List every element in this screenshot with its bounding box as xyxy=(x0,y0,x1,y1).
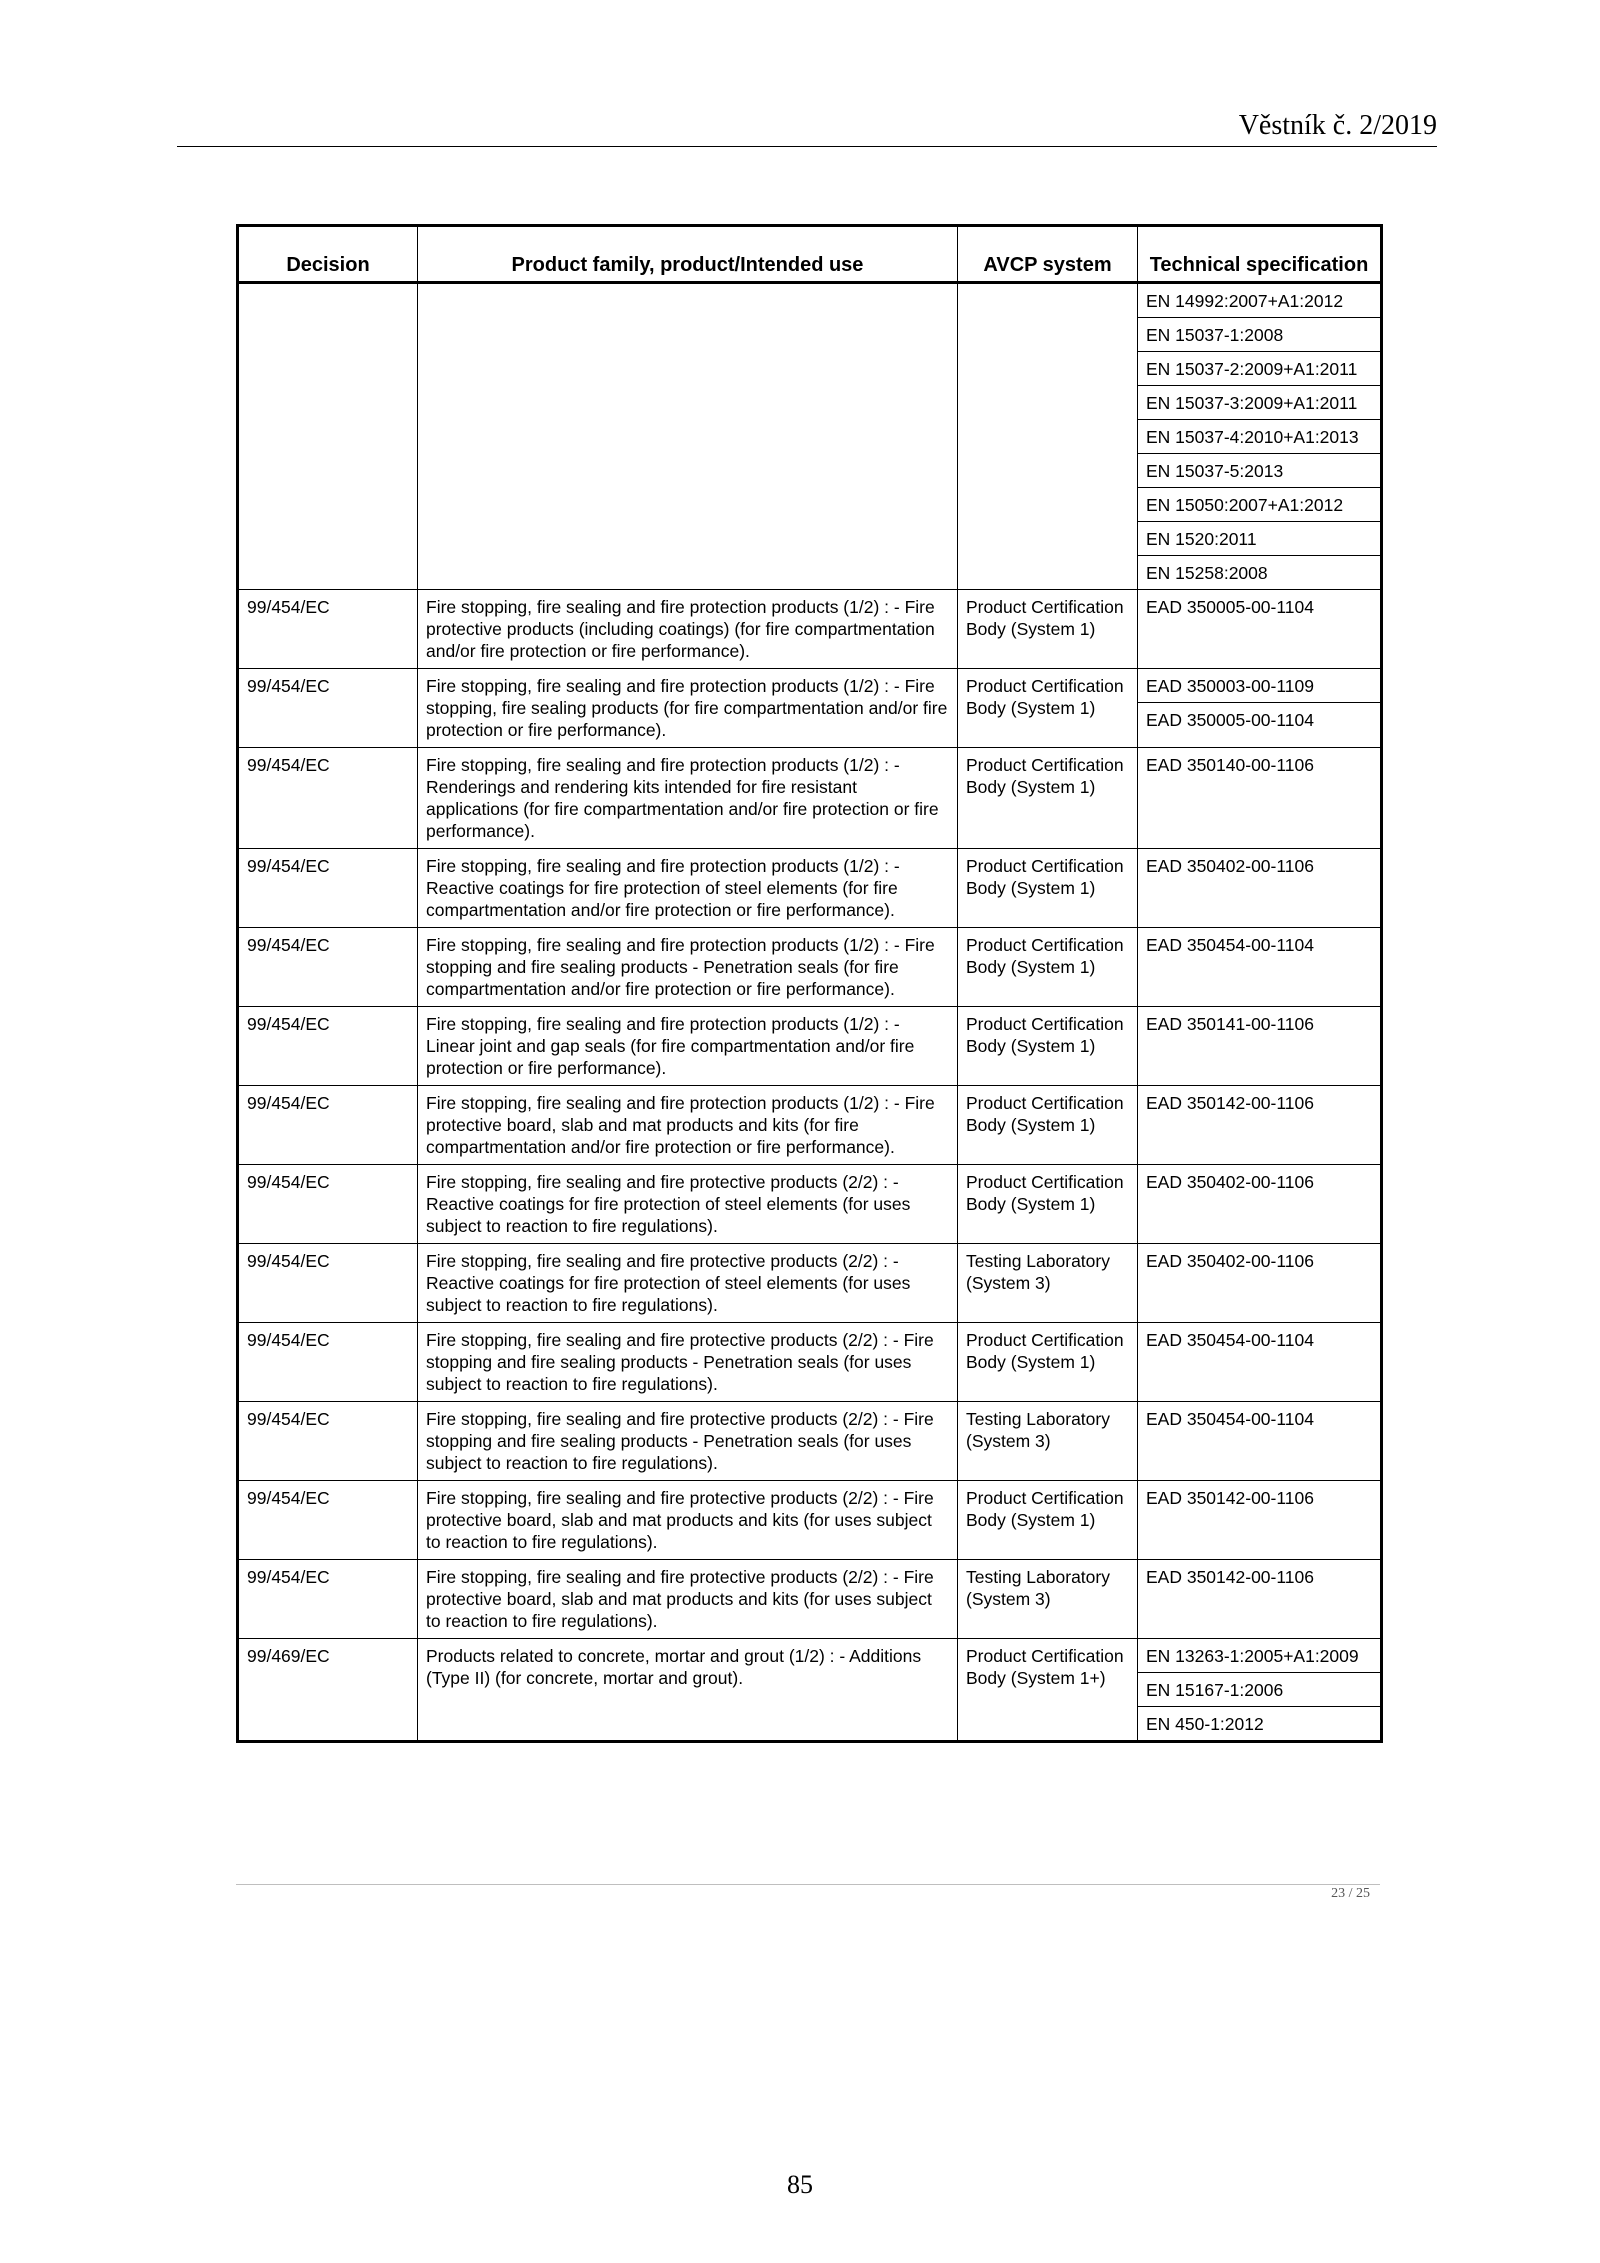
product-cell: Fire stopping, fire sealing and fire protective products (2/2) : - Fire stopping and fire sealing products - Penetration seals (for uses subject to reaction to fire regulations). xyxy=(418,1402,958,1481)
avcp-cell: Product Certification Body (System 1) xyxy=(958,1165,1138,1244)
decision-cell: 99/454/EC xyxy=(238,669,418,748)
col-header-avcp: AVCP system xyxy=(958,226,1138,283)
technical-spec-cell xyxy=(1138,1165,1382,1244)
avcp-cell: Testing Laboratory (System 3) xyxy=(958,1244,1138,1323)
product-cell: Fire stopping, fire sealing and fire protection products (1/2) : - Fire protective board, slab and mat products and kits (for fire compartmentation and/or fire protection or fire performance). xyxy=(418,1086,958,1165)
avcp-cell xyxy=(958,283,1138,590)
decision-cell: 99/454/EC xyxy=(238,1402,418,1481)
product-cell: Fire stopping, fire sealing and fire protective products (2/2) : - Fire stopping and fire sealing products - Penetration seals (for uses subject to reaction to fire regulations). xyxy=(418,1323,958,1402)
spec-item: EN 13263-1:2005+A1:2009 xyxy=(1138,1639,1380,1673)
decision-cell: 99/469/EC xyxy=(238,1639,418,1742)
decision-cell: 99/454/EC xyxy=(238,1323,418,1402)
table-row xyxy=(238,669,1382,748)
decision-cell: 99/454/EC xyxy=(238,928,418,1007)
col-header-product: Product family, product/Intended use xyxy=(418,226,958,283)
decision-cell: 99/454/EC xyxy=(238,1086,418,1165)
spec-item: EAD 350005-00-1104 xyxy=(1146,710,1314,730)
spec-item: EAD 350402-00-1106 xyxy=(1146,1251,1314,1271)
product-cell: Fire stopping, fire sealing and fire protective products (2/2) : - Reactive coatings for fire protection of steel elements (for uses subject to reaction to fire regulations). xyxy=(418,1244,958,1323)
product-cell: Fire stopping, fire sealing and fire protection products (1/2) : - Linear joint and gap seals (for fire compartmentation and/or fire protection or fire performance). xyxy=(418,1007,958,1086)
spec-item: EAD 350140-00-1106 xyxy=(1146,755,1314,775)
decision-cell: 99/454/EC xyxy=(238,1481,418,1560)
spec-item: EN 15258:2008 xyxy=(1146,563,1268,583)
spec-item: EAD 350142-00-1106 xyxy=(1146,1567,1314,1587)
spec-item: EN 15037-5:2013 xyxy=(1138,454,1380,488)
spec-item: EN 15167-1:2006 xyxy=(1138,1673,1380,1707)
product-cell: Fire stopping, fire sealing and fire protection products (1/2) : - Renderings and rendering kits intended for fire resistant applications (for fire compartmentation and/or fire protection or fire performance). xyxy=(418,748,958,849)
avcp-cell: Product Certification Body (System 1) xyxy=(958,928,1138,1007)
product-cell: Fire stopping, fire sealing and fire protection products (1/2) : - Fire protective products (including coatings) (for fire compartmentation and/or fire protection or fire performance). xyxy=(418,590,958,669)
product-cell: Fire stopping, fire sealing and fire protection products (1/2) : - Reactive coatings for fire protection of steel elements (for fire compartmentation and/or fire protection or fire performance). xyxy=(418,849,958,928)
table-row xyxy=(238,748,1382,849)
avcp-cell: Product Certification Body (System 1+) xyxy=(958,1639,1138,1742)
table-row xyxy=(238,1560,1382,1639)
table-row xyxy=(238,928,1382,1007)
spec-item: EAD 350142-00-1106 xyxy=(1146,1093,1314,1113)
spec-item: EAD 350003-00-1109 xyxy=(1138,669,1380,703)
product-cell: Products related to concrete, mortar and grout (1/2) : - Additions (Type II) (for concrete, mortar and grout). xyxy=(418,1639,958,1742)
col-header-decision: Decision xyxy=(238,226,418,283)
spec-item: EN 450-1:2012 xyxy=(1146,1714,1264,1734)
product-cell: Fire stopping, fire sealing and fire protective products (2/2) : - Reactive coatings for fire protection of steel elements (for uses subject to reaction to fire regulations). xyxy=(418,1165,958,1244)
spec-item: EAD 350402-00-1106 xyxy=(1146,1172,1314,1192)
avcp-cell: Product Certification Body (System 1) xyxy=(958,849,1138,928)
col-header-technical-spec: Technical specification xyxy=(1138,226,1382,283)
spec-item: EAD 350454-00-1104 xyxy=(1146,935,1314,955)
spec-item: EN 15037-1:2008 xyxy=(1138,318,1380,352)
spec-item: EN 1520:2011 xyxy=(1138,522,1380,556)
technical-spec-cell xyxy=(1138,748,1382,849)
spec-item: EAD 350142-00-1106 xyxy=(1146,1488,1314,1508)
avcp-cell: Testing Laboratory (System 3) xyxy=(958,1402,1138,1481)
product-cell: Fire stopping, fire sealing and fire protection products (1/2) : - Fire stopping, fire sealing products (for fire compartmentation and/or fire protection or fire performance). xyxy=(418,669,958,748)
table-row xyxy=(238,1007,1382,1086)
spec-item: EAD 350454-00-1104 xyxy=(1146,1409,1314,1429)
avcp-cell: Product Certification Body (System 1) xyxy=(958,748,1138,849)
technical-spec-cell xyxy=(1138,590,1382,669)
avcp-cell: Product Certification Body (System 1) xyxy=(958,669,1138,748)
technical-spec-cell xyxy=(1138,849,1382,928)
footer-rule xyxy=(236,1884,1380,1885)
avcp-cell: Product Certification Body (System 1) xyxy=(958,1323,1138,1402)
spec-item: EAD 350005-00-1104 xyxy=(1146,597,1314,617)
avcp-cell: Product Certification Body (System 1) xyxy=(958,1481,1138,1560)
table-row xyxy=(238,1165,1382,1244)
technical-spec-cell xyxy=(1138,928,1382,1007)
spec-item: EN 15037-2:2009+A1:2011 xyxy=(1138,352,1380,386)
page-number: 85 xyxy=(787,2170,813,2199)
technical-spec-cell xyxy=(1138,669,1382,748)
avcp-cell: Product Certification Body (System 1) xyxy=(958,1086,1138,1165)
decision-cell xyxy=(238,283,418,590)
technical-spec-cell xyxy=(1138,1402,1382,1481)
avcp-cell: Product Certification Body (System 1) xyxy=(958,590,1138,669)
spec-item: EN 15037-3:2009+A1:2011 xyxy=(1138,386,1380,420)
table-row xyxy=(238,1402,1382,1481)
table-row xyxy=(238,283,1382,590)
spec-item: EN 15050:2007+A1:2012 xyxy=(1138,488,1380,522)
decision-cell: 99/454/EC xyxy=(238,590,418,669)
spec-item: EN 14992:2007+A1:2012 xyxy=(1138,284,1380,318)
table-row xyxy=(238,1639,1382,1742)
avcp-cell: Product Certification Body (System 1) xyxy=(958,1007,1138,1086)
table-row xyxy=(238,1086,1382,1165)
running-header xyxy=(177,108,1437,147)
avcp-cell: Testing Laboratory (System 3) xyxy=(958,1560,1138,1639)
product-cell: Fire stopping, fire sealing and fire protective products (2/2) : - Fire protective board, slab and mat products and kits (for uses subject to reaction to fire regulations). xyxy=(418,1481,958,1560)
technical-spec-cell xyxy=(1138,1244,1382,1323)
table-header-row xyxy=(238,226,1382,283)
table-row xyxy=(238,1481,1382,1560)
technical-spec-cell xyxy=(1138,283,1382,590)
specification-table xyxy=(236,224,1383,1743)
decision-cell: 99/454/EC xyxy=(238,1560,418,1639)
journal-title: Věstník č. 2/2019 xyxy=(1238,110,1437,141)
table-row xyxy=(238,1244,1382,1323)
spec-item: EN 15037-4:2010+A1:2013 xyxy=(1138,420,1380,454)
decision-cell: 99/454/EC xyxy=(238,748,418,849)
decision-cell: 99/454/EC xyxy=(238,1165,418,1244)
product-cell: Fire stopping, fire sealing and fire protective products (2/2) : - Fire protective board, slab and mat products and kits (for uses subject to reaction to fire regulations). xyxy=(418,1560,958,1639)
spec-item: EAD 350402-00-1106 xyxy=(1146,856,1314,876)
table-row xyxy=(238,1323,1382,1402)
table-row xyxy=(238,849,1382,928)
sheet-number: 23 / 25 xyxy=(1331,1886,1370,1901)
technical-spec-cell xyxy=(1138,1481,1382,1560)
technical-spec-cell xyxy=(1138,1323,1382,1402)
decision-cell: 99/454/EC xyxy=(238,1244,418,1323)
technical-spec-cell xyxy=(1138,1007,1382,1086)
table-row xyxy=(238,590,1382,669)
product-cell xyxy=(418,283,958,590)
decision-cell: 99/454/EC xyxy=(238,1007,418,1086)
spec-item: EAD 350141-00-1106 xyxy=(1146,1014,1314,1034)
product-cell: Fire stopping, fire sealing and fire protection products (1/2) : - Fire stopping and fire sealing products - Penetration seals (for fire compartmentation and/or fire protection or fire performance). xyxy=(418,928,958,1007)
decision-cell: 99/454/EC xyxy=(238,849,418,928)
technical-spec-cell xyxy=(1138,1560,1382,1639)
technical-spec-cell xyxy=(1138,1639,1382,1742)
technical-spec-cell xyxy=(1138,1086,1382,1165)
spec-item: EAD 350454-00-1104 xyxy=(1146,1330,1314,1350)
